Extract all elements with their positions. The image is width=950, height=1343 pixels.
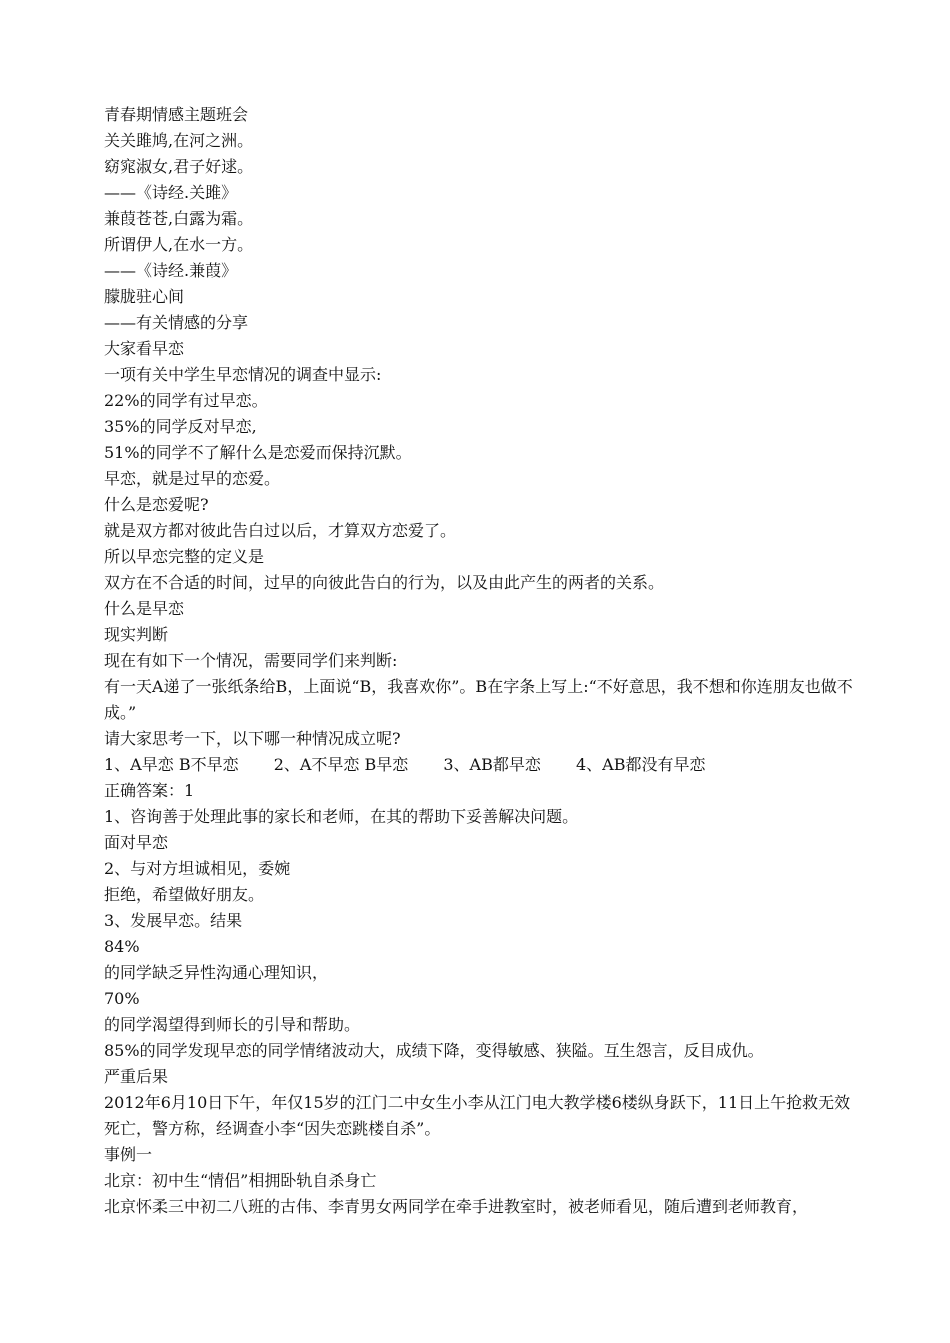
answer-options: [104, 752, 854, 778]
paragraph-line: 北京：初中生“情侣”相拥卧轨自杀身亡: [104, 1171, 377, 1190]
poem-source: ——《诗经.关雎》: [104, 183, 238, 202]
section-heading: 大家看早恋: [104, 339, 185, 358]
paragraph-line: 一项有关中学生早恋情况的调查中显示:: [104, 365, 382, 384]
poem-source: ——《诗经.兼葭》: [104, 261, 238, 280]
paragraph-line: 什么是恋爱呢?: [104, 495, 209, 514]
option-1: 1、A早恋 B不早恋: [104, 755, 239, 774]
section-heading: 严重后果: [104, 1067, 169, 1086]
option-2: 2、A不早恋 B早恋: [273, 755, 409, 774]
poem-line: 窈窕淑女,君子好逑。: [104, 157, 254, 176]
paragraph-line: 现在有如下一个情况，需要同学们来判断:: [104, 651, 398, 670]
correct-answer: 正确答案：1: [104, 781, 195, 800]
poem-line: 关关雎鸠,在河之洲。: [104, 131, 254, 150]
statistic-line: 22%的同学有过早恋。: [104, 391, 268, 410]
statistic-line: 51%的同学不了解什么是恋爱而保持沉默。: [104, 443, 412, 462]
statistic-value: 84%: [104, 937, 140, 956]
option-4: 4、AB都没有早恋: [575, 755, 706, 774]
section-heading: 朦胧驻心间: [104, 287, 185, 306]
poem-line: 所谓伊人,在水一方。: [104, 235, 254, 254]
statistic-line: 35%的同学反对早恋,: [104, 417, 257, 436]
section-heading: 什么是早恋: [104, 599, 185, 618]
question-line: 请大家思考一下，以下哪一种情况成立呢?: [104, 729, 401, 748]
section-heading: 事例一: [104, 1145, 153, 1164]
section-heading: 现实判断: [104, 625, 169, 644]
poem-line: 兼葭苍苍,白露为霜。: [104, 209, 254, 228]
paragraph-line: 拒绝，希望做好朋友。: [104, 885, 265, 904]
paragraph-line: 的同学渴望得到师长的引导和帮助。: [104, 1015, 361, 1034]
paragraph-line: 1、咨询善于处理此事的家长和老师，在其的帮助下妥善解决问题。: [104, 807, 579, 826]
doc-title: 青春期情感主题班会: [104, 105, 249, 124]
section-subheading: ——有关情感的分享: [104, 313, 249, 332]
paragraph-line: 3、发展早恋。结果: [104, 911, 243, 930]
section-heading: 面对早恋: [104, 833, 169, 852]
paragraph-line: 2、与对方坦诚相见，委婉: [104, 859, 291, 878]
paragraph-line: 所以早恋完整的定义是: [104, 547, 265, 566]
paragraph-line: 就是双方都对彼此告白过以后，才算双方恋爱了。: [104, 521, 457, 540]
statistic-value: 70%: [104, 989, 140, 1008]
paragraph-line: 的同学缺乏异性沟通心理知识，: [104, 963, 329, 982]
option-3: 3、AB都早恋: [443, 755, 541, 774]
paragraph-line: 早恋，就是过早的恋爱。: [104, 469, 281, 488]
scenario-paragraph: 有一天A递了一张纸条给B，上面说“B，我喜欢你”。B在字条上写上:“不好意思，我不想和你连朋友也做不成。”: [104, 677, 853, 722]
news-paragraph: 2012年6月10日下午，年仅15岁的江门二中女生小李从江门电大教学楼6楼纵身跃下，11日上午抢救无效死亡，警方称，经调查小李“因失恋跳楼自杀”。: [104, 1093, 851, 1138]
document-page: [104, 102, 854, 1220]
paragraph-line: 85%的同学发现早恋的同学情绪波动大，成绩下降，变得敏感、狭隘。互生怨言，反目成仇。: [104, 1041, 764, 1060]
paragraph-line: 双方在不合适的时间，过早的向彼此告白的行为，以及由此产生的两者的关系。: [104, 573, 665, 592]
paragraph-line: 北京怀柔三中初二八班的古伟、李青男女两同学在牵手进教室时，被老师看见，随后遭到老师教育，: [104, 1197, 809, 1216]
